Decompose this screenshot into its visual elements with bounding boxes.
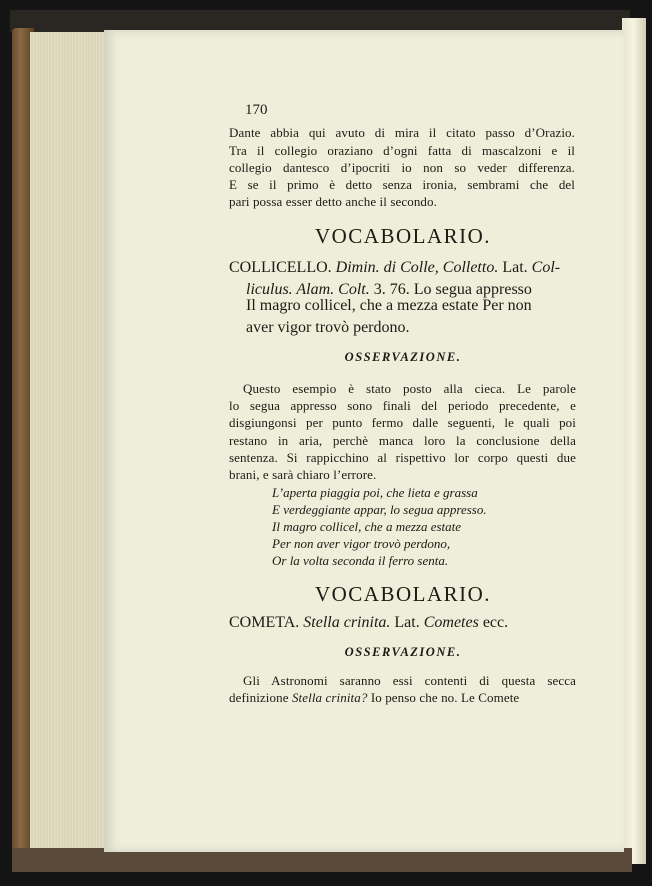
entry-latin-label: Lat.: [394, 614, 420, 631]
entry-latin-word: liculus. Alam. Colt.: [246, 281, 370, 298]
section-heading: VOCABOLARIO.: [314, 224, 492, 248]
intro-line: collegio dantesco d’ipocriti io non so veder differenza.: [229, 160, 575, 175]
observation-heading: OSSERVAZIONE.: [344, 350, 462, 364]
verse-line: E verdeggiante appar, lo segua appresso.: [272, 502, 487, 517]
entry-word: COMETA.: [229, 614, 300, 631]
section-heading: VOCABOLARIO.: [314, 582, 492, 606]
observation-line: Questo esempio è stato posto alla cieca. Le parole: [243, 381, 576, 396]
observation-line: Gli Astronomi saranno essi contenti di questa secca: [243, 673, 576, 688]
entry-line: [229, 612, 579, 634]
intro-line: Dante abbia qui avuto di mira il citato passo d’Orazio.: [229, 125, 575, 140]
intro-line: E se il primo è detto senza ironia, sembrami che del: [229, 177, 575, 192]
observation-line: lo segua appresso sono finali del periodo precedente, e: [229, 398, 576, 413]
entry-line: [229, 257, 579, 279]
facing-page-edge: [622, 18, 646, 864]
book-top-edge: [10, 10, 630, 32]
obs-text: definizione: [229, 690, 289, 705]
page-stack-edge: [30, 32, 108, 850]
observation-line: [229, 689, 577, 706]
entry-latin-word: Cometes: [423, 614, 479, 631]
entry-ecc: ecc.: [482, 614, 509, 631]
entry-line: aver vigor trovò perdono.: [246, 319, 410, 336]
entry-latin-label: Lat.: [502, 259, 528, 276]
obs-italic: Stella crinita?: [291, 690, 368, 705]
verse-line: L’aperta piaggia poi, che lieta e grassa: [272, 485, 478, 500]
observation-line: sentenza. Si rappicchino al rispettivo lor corpo questi due: [229, 450, 576, 465]
page-number: 170: [245, 102, 268, 118]
verse-line: Il magro collicel, che a mezza estate: [272, 519, 462, 534]
intro-line: pari possa esser detto anche il secondo.: [229, 194, 437, 209]
observation-line: disgiungonsi per punto fermo dalle seguenti, le quali poi: [229, 415, 576, 430]
entry-definition: Dimin. di Colle, Colletto.: [335, 259, 499, 276]
obs-text: Io penso che no. Le Comete: [370, 690, 520, 705]
verse-line: Or la volta seconda il ferro senta.: [272, 553, 449, 568]
entry-citation: 3. 76. Lo segua appresso: [373, 281, 532, 298]
entry-line: Il magro collicel, che a mezza estate Per non: [246, 297, 532, 314]
verse-line: Per non aver vigor trovò perdono,: [272, 536, 451, 551]
entry-definition: Stella crinita.: [303, 614, 391, 631]
observation-line: brani, e sarà chiaro l’errore.: [229, 467, 377, 482]
observation-line: restano in aria, perchè manca loro la conclusione della: [229, 433, 576, 448]
entry-word: COLLICELLO.: [229, 259, 332, 276]
entry-latin-word: Col-: [531, 259, 561, 276]
observation-heading: OSSERVAZIONE.: [344, 645, 462, 659]
intro-line: Tra il collegio oraziano d’ogni fatta di mascalzoni e il: [229, 143, 575, 158]
